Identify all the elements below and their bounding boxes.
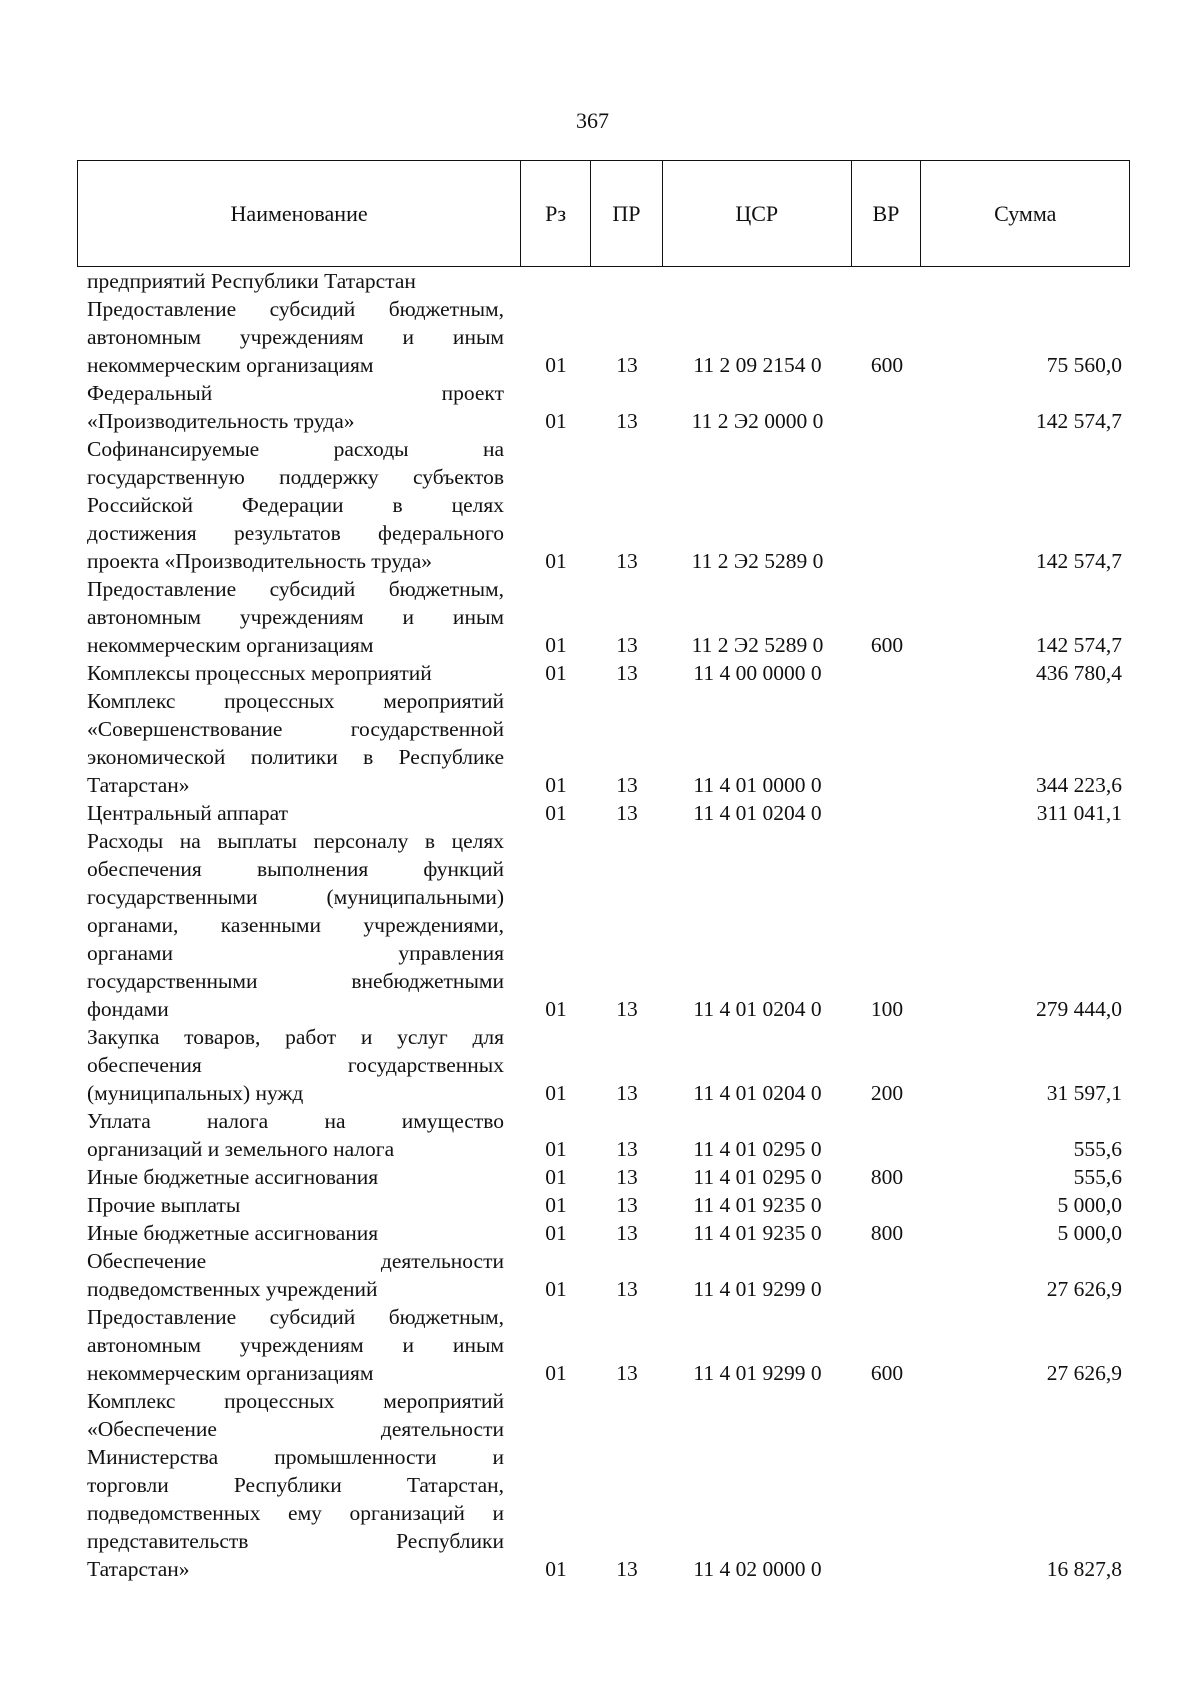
row-name [77,379,521,435]
table-row [77,295,1130,379]
row-name [77,1247,521,1303]
row-name [77,1387,521,1583]
row-rz: 01 [545,997,567,1021]
row-csr: 11 4 01 0295 0 [693,1137,822,1161]
row-pr: 13 [616,633,638,657]
row-vr: 800 [870,1165,904,1189]
row-name-line: проекта «Производительность труда» [87,549,433,573]
row-name-line: органами, казенными учреждениями, [87,913,504,937]
row-name-line: подведомственных ему организаций и [87,1501,504,1525]
row-csr: 11 4 01 9235 0 [693,1193,822,1217]
row-name-line: Иные бюджетные ассигнования [87,1221,379,1245]
table-row [77,1107,1130,1163]
row-name-line: Российской Федерации в целях [87,493,504,517]
row-name-line: «Совершенствование государственной [87,717,504,741]
table-row [77,1247,1130,1303]
table-row [77,687,1130,799]
row-sum: 344 223,6 [1036,773,1122,797]
row-pr: 13 [616,1277,638,1301]
row-name-line: обеспечения выполнения функций [87,857,504,881]
row-name [77,687,521,799]
row-rz: 01 [545,773,567,797]
row-csr: 11 2 09 2154 0 [693,353,822,377]
row-name-line: Федеральный проект [87,381,504,405]
row-name [77,435,521,575]
row-name-line: Татарстан» [87,1557,190,1581]
table-row [77,1303,1130,1387]
row-csr: 11 4 02 0000 0 [693,1557,822,1581]
table-row [77,1163,1130,1191]
row-name-line: «Обеспечение деятельности [87,1417,504,1441]
row-name-line: торговли Республики Татарстан, [87,1473,504,1497]
row-name-line: государственными внебюджетными [87,969,504,993]
row-name [77,1163,521,1191]
table-header [77,160,1130,267]
row-csr: 11 4 01 0000 0 [693,773,822,797]
row-rz: 01 [545,1081,567,1105]
header-rz: Рз [521,161,591,266]
row-name-line: государственными (муниципальными) [87,885,504,909]
row-csr: 11 4 01 0204 0 [693,997,822,1021]
row-pr: 13 [616,353,638,377]
row-pr: 13 [616,1165,638,1189]
row-name-line: автономным учреждениям и иным [87,1333,504,1357]
header-vr: ВР [852,161,922,266]
row-rz: 01 [545,1361,567,1385]
row-name-line: Предоставление субсидий бюджетным, [87,297,504,321]
row-pr: 13 [616,1361,638,1385]
row-name-line: экономической политики в Республике [87,745,504,769]
row-sum: 436 780,4 [1036,661,1122,685]
row-csr: 11 4 01 9299 0 [693,1361,822,1385]
row-name-line: Министерства промышленности и [87,1445,504,1469]
row-rz: 01 [545,1193,567,1217]
row-name-line: Комплекс процессных мероприятий [87,689,504,713]
row-sum: 279 444,0 [1036,997,1122,1021]
row-name-line: государственную поддержку субъектов [87,465,504,489]
row-csr: 11 4 01 9235 0 [693,1221,822,1245]
row-sum: 142 574,7 [1036,409,1122,433]
row-rz: 01 [545,549,567,573]
row-sum: 142 574,7 [1036,633,1122,657]
row-name-line: Предоставление субсидий бюджетным, [87,1305,504,1329]
row-sum: 27 626,9 [1046,1361,1122,1385]
row-sum: 16 827,8 [1046,1557,1122,1581]
row-name [77,1023,521,1107]
row-vr: 100 [870,997,904,1021]
table-row [77,1387,1130,1583]
row-vr: 800 [870,1221,904,1245]
row-rz: 01 [545,353,567,377]
row-rz: 01 [545,1557,567,1581]
row-csr: 11 4 01 0204 0 [693,1081,822,1105]
row-rz: 01 [545,1221,567,1245]
row-name-line: Предоставление субсидий бюджетным, [87,577,504,601]
table-row [77,1023,1130,1107]
row-name-line: «Производительность труда» [87,409,355,433]
table-row [77,659,1130,687]
row-name-line: Расходы на выплаты персоналу в целях [87,829,504,853]
row-name-line: некоммерческим организациям [87,633,374,657]
row-name [77,1107,521,1163]
row-name-line: Обеспечение деятельности [87,1249,504,1273]
row-pr: 13 [616,997,638,1021]
header-name: Наименование [78,161,521,266]
row-sum: 5 000,0 [1057,1221,1122,1245]
row-name [77,1191,521,1219]
row-name [77,799,521,827]
row-rz: 01 [545,409,567,433]
row-pr: 13 [616,773,638,797]
row-pr: 13 [616,1221,638,1245]
row-name-line: некоммерческим организациям [87,353,374,377]
row-csr: 11 2 Э2 5289 0 [691,633,824,657]
row-csr: 11 4 01 9299 0 [693,1277,822,1301]
row-rz: 01 [545,1137,567,1161]
row-name-line: организаций и земельного налога [87,1137,395,1161]
header-pr: ПР [591,161,663,266]
row-name-line: обеспечения государственных [87,1053,504,1077]
row-name-line: представительств Республики [87,1529,504,1553]
table-row [77,379,1130,435]
header-sum: Сумма [994,200,1057,226]
header-csr: ЦСР [663,161,852,266]
row-rz: 01 [545,661,567,685]
table-row [77,267,1130,295]
row-csr: 11 4 00 0000 0 [693,661,822,685]
budget-table [77,160,1130,1583]
table-row [77,1219,1130,1247]
row-pr: 13 [616,549,638,573]
row-name [77,267,521,295]
row-name [77,295,521,379]
row-sum: 31 597,1 [1046,1081,1122,1105]
row-name-line: Софинансируемые расходы на [87,437,504,461]
row-name-line: Комплекс процессных мероприятий [87,1389,504,1413]
table-row [77,1191,1130,1219]
row-name-line: подведомственных учреждений [87,1277,378,1301]
row-sum: 75 560,0 [1046,353,1122,377]
row-csr: 11 2 Э2 0000 0 [691,409,824,433]
row-name [77,1219,521,1247]
row-csr: 11 2 Э2 5289 0 [691,549,824,573]
row-csr: 11 4 01 0204 0 [693,801,822,825]
row-rz: 01 [545,801,567,825]
row-name-line: Прочие выплаты [87,1193,241,1217]
row-name-line: автономным учреждениям и иным [87,605,504,629]
row-name-line: Уплата налога на имущество [87,1109,504,1133]
row-name-line: некоммерческим организациям [87,1361,374,1385]
row-pr: 13 [616,1557,638,1581]
row-name [77,659,521,687]
row-name [77,1303,521,1387]
row-vr: 600 [870,353,904,377]
row-sum: 5 000,0 [1057,1193,1122,1217]
table-row [77,827,1130,1023]
row-name-line: органами управления [87,941,504,965]
page-number: 367 [576,108,609,133]
row-name-line: Татарстан» [87,773,190,797]
row-sum: 311 041,1 [1036,801,1122,825]
row-rz: 01 [545,633,567,657]
row-name-line: предприятий Республики Татарстан [87,269,416,293]
row-vr: 600 [870,1361,904,1385]
row-sum: 27 626,9 [1046,1277,1122,1301]
row-pr: 13 [616,409,638,433]
row-name-line: Комплексы процессных мероприятий [87,661,432,685]
row-sum: 555,6 [1073,1165,1122,1189]
table-row [77,435,1130,575]
row-sum: 142 574,7 [1036,549,1122,573]
row-name-line: достижения результатов федерального [87,521,504,545]
row-name-line: Закупка товаров, работ и услуг для [87,1025,504,1049]
table-body [77,267,1130,1583]
row-name-line: фондами [87,997,169,1021]
table-row [77,575,1130,659]
row-pr: 13 [616,661,638,685]
row-name [77,575,521,659]
row-vr: 600 [870,633,904,657]
row-rz: 01 [545,1277,567,1301]
row-csr: 11 4 01 0295 0 [693,1165,822,1189]
row-name-line: автономным учреждениям и иным [87,325,504,349]
row-name-line: Иные бюджетные ассигнования [87,1165,379,1189]
row-vr: 200 [870,1081,904,1105]
row-pr: 13 [616,1193,638,1217]
row-sum: 555,6 [1073,1137,1122,1161]
row-rz: 01 [545,1165,567,1189]
table-row [77,799,1130,827]
row-pr: 13 [616,801,638,825]
row-pr: 13 [616,1137,638,1161]
row-name-line: (муниципальных) нужд [87,1081,304,1105]
row-name [77,827,521,1023]
row-pr: 13 [616,1081,638,1105]
row-name-line: Центральный аппарат [87,801,289,825]
